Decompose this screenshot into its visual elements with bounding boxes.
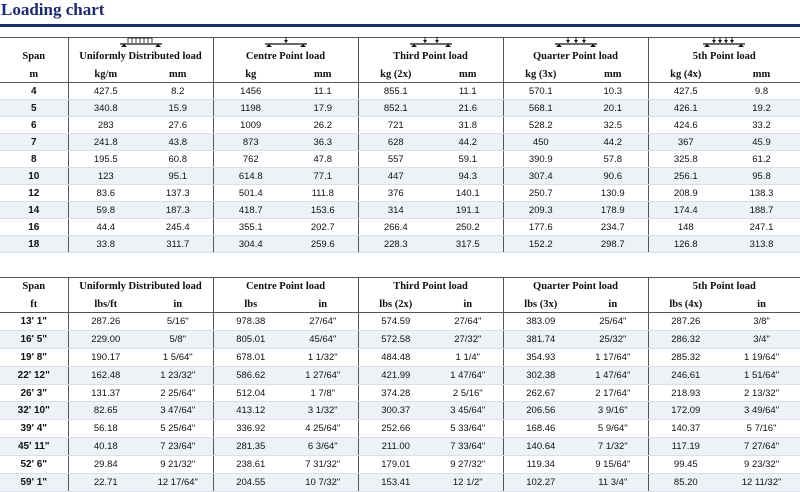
table-cell: 256.1 [648, 168, 723, 185]
table-cell: 177.6 [503, 219, 578, 236]
unit-header: lbs [213, 296, 288, 313]
table-cell: 418.7 [213, 202, 288, 219]
unit-header: lbs (3x) [503, 296, 578, 313]
page-title: Loading chart [1, 0, 105, 19]
table-cell: 855.1 [358, 83, 433, 100]
quarter-point-load-diagram-icon [553, 37, 599, 47]
table-cell: 20.1 [578, 100, 648, 117]
table-cell: 10.3 [578, 83, 648, 100]
table-cell: 1 19/64" [723, 348, 800, 366]
table-cell: 568.1 [503, 100, 578, 117]
span-value: 4 [0, 83, 68, 100]
table-cell: 9 15/64" [578, 456, 648, 474]
table-cell: 82.65 [68, 402, 143, 420]
table-cell: 25/32" [578, 330, 648, 348]
table-cell: 209.3 [503, 202, 578, 219]
table-cell: 172.09 [648, 402, 723, 420]
table-cell: 7 27/64" [723, 438, 800, 456]
table-cell: 29.84 [68, 456, 143, 474]
unit-header: lbs (4x) [648, 296, 723, 313]
table-cell: 512.04 [213, 384, 288, 402]
span-unit: m [0, 66, 68, 83]
table-row [0, 330, 800, 348]
table-cell: 45.9 [723, 134, 800, 151]
table-cell: 354.93 [503, 348, 578, 366]
group-header-centre-point: Centre Point load [213, 277, 358, 296]
table-cell: 381.74 [503, 330, 578, 348]
span-value: 59' 1" [0, 474, 68, 492]
table-cell: 762 [213, 151, 288, 168]
unit-header: mm [433, 66, 503, 83]
table-row [0, 185, 800, 202]
table-cell: 27.6 [143, 117, 213, 134]
table-cell: 3 9/16" [578, 402, 648, 420]
table-cell: 25/64" [578, 313, 648, 331]
table-cell: 340.8 [68, 100, 143, 117]
table-cell: 374.28 [358, 384, 433, 402]
table-cell: 678.01 [213, 348, 288, 366]
table-cell: 3/8" [723, 313, 800, 331]
table-cell: 1 23/32" [143, 366, 213, 384]
table-cell: 190.17 [68, 348, 143, 366]
group-header-udl: Uniformly Distributed load [68, 47, 213, 66]
table-cell: 211.00 [358, 438, 433, 456]
unit-header: kg (3x) [503, 66, 578, 83]
group-header-quarter-point: Quarter Point load [503, 277, 648, 296]
table-cell: 304.4 [213, 236, 288, 253]
table-cell: 229.00 [68, 330, 143, 348]
unit-header: kg (2x) [358, 66, 433, 83]
table-cell: 259.6 [288, 236, 358, 253]
table-cell: 1 17/64" [578, 348, 648, 366]
table-cell: 22.71 [68, 474, 143, 492]
table-cell: 450 [503, 134, 578, 151]
table-row [0, 100, 800, 117]
table-cell: 245.4 [143, 219, 213, 236]
table-cell: 287.26 [648, 313, 723, 331]
table-cell: 246.61 [648, 366, 723, 384]
table-cell: 1 5/64" [143, 348, 213, 366]
table-cell: 130.9 [578, 185, 648, 202]
table-cell: 266.4 [358, 219, 433, 236]
table-cell: 1009 [213, 117, 288, 134]
unit-header: in [288, 296, 358, 313]
table-cell: 250.7 [503, 185, 578, 202]
table-cell: 178.9 [578, 202, 648, 219]
table-cell: 31.8 [433, 117, 503, 134]
span-value: 6 [0, 117, 68, 134]
table-row [0, 313, 800, 331]
table-cell: 252.66 [358, 420, 433, 438]
table-row [0, 438, 800, 456]
table-cell: 77.1 [288, 168, 358, 185]
table-cell: 283 [68, 117, 143, 134]
span-value: 18 [0, 236, 68, 253]
table-cell: 873 [213, 134, 288, 151]
table-cell: 140.37 [648, 420, 723, 438]
table-cell: 5 9/64" [578, 420, 648, 438]
table-cell: 8.2 [143, 83, 213, 100]
table-row [0, 366, 800, 384]
diagram-spacer [0, 37, 68, 47]
centre-point-load-diagram-icon [263, 37, 309, 47]
table-cell: 33.2 [723, 117, 800, 134]
group-header-fifth-point: 5th Point load [648, 277, 800, 296]
table-cell: 12 1/2" [433, 474, 503, 492]
table-cell: 131.37 [68, 384, 143, 402]
table-row [0, 456, 800, 474]
table-cell: 3 47/64" [143, 402, 213, 420]
table-cell: 1 7/8" [288, 384, 358, 402]
table-cell: 174.4 [648, 202, 723, 219]
table-cell: 285.32 [648, 348, 723, 366]
table-cell: 153.41 [358, 474, 433, 492]
span-value: 10 [0, 168, 68, 185]
table-cell: 57.8 [578, 151, 648, 168]
table-row [0, 402, 800, 420]
table-cell: 447 [358, 168, 433, 185]
table-cell: 528.2 [503, 117, 578, 134]
third-point-diagram-cell [358, 37, 503, 47]
span-value: 8 [0, 151, 68, 168]
table-cell: 3 49/64" [723, 402, 800, 420]
centre-point-diagram-cell [213, 37, 358, 47]
span-value: 45' 11" [0, 438, 68, 456]
table-cell: 99.45 [648, 456, 723, 474]
table-cell: 427.5 [68, 83, 143, 100]
table-row [0, 83, 800, 100]
table-cell: 27/32" [433, 330, 503, 348]
table-cell: 126.8 [648, 236, 723, 253]
span-value: 19' 8" [0, 348, 68, 366]
table-cell: 287.26 [68, 313, 143, 331]
span-value: 12 [0, 185, 68, 202]
table-cell: 10 7/32" [288, 474, 358, 492]
table-cell: 302.38 [503, 366, 578, 384]
table-cell: 9 23/32" [723, 456, 800, 474]
table-row [0, 384, 800, 402]
table-cell: 311.7 [143, 236, 213, 253]
table-row [0, 202, 800, 219]
table-cell: 33.8 [68, 236, 143, 253]
table-cell: 153.6 [288, 202, 358, 219]
table-cell: 325.8 [648, 151, 723, 168]
table-cell: 208.9 [648, 185, 723, 202]
span-value: 5 [0, 100, 68, 117]
fifth-point-load-diagram-icon [701, 37, 747, 47]
table-cell: 204.55 [213, 474, 288, 492]
table-cell: 12 11/32" [723, 474, 800, 492]
table-cell: 36.3 [288, 134, 358, 151]
table-cell: 12 17/64" [143, 474, 213, 492]
table-cell: 721 [358, 117, 433, 134]
table-cell: 56.18 [68, 420, 143, 438]
table-row [0, 420, 800, 438]
table-cell: 484.48 [358, 348, 433, 366]
table-cell: 426.1 [648, 100, 723, 117]
table-cell: 586.62 [213, 366, 288, 384]
table-cell: 7 33/64" [433, 438, 503, 456]
span-value: 14 [0, 202, 68, 219]
table-cell: 501.4 [213, 185, 288, 202]
table-cell: 390.9 [503, 151, 578, 168]
table-cell: 206.56 [503, 402, 578, 420]
metric-loading-table [0, 37, 800, 253]
table-cell: 3/4" [723, 330, 800, 348]
table-cell: 95.1 [143, 168, 213, 185]
table-cell: 1456 [213, 83, 288, 100]
table-cell: 7 31/32" [288, 456, 358, 474]
table-cell: 427.5 [648, 83, 723, 100]
table-cell: 281.35 [213, 438, 288, 456]
span-value: 16' 5" [0, 330, 68, 348]
table-cell: 27/64" [288, 313, 358, 331]
unit-header: lbs (2x) [358, 296, 433, 313]
table-cell: 5 33/64" [433, 420, 503, 438]
table-cell: 162.48 [68, 366, 143, 384]
span-value: 22' 12" [0, 366, 68, 384]
table-cell: 238.61 [213, 456, 288, 474]
table-cell: 59.1 [433, 151, 503, 168]
table-cell: 90.6 [578, 168, 648, 185]
table-row [0, 117, 800, 134]
table-cell: 298.7 [578, 236, 648, 253]
table-cell: 202.7 [288, 219, 358, 236]
span-value: 13' 1" [0, 313, 68, 331]
table-cell: 247.1 [723, 219, 800, 236]
table-cell: 574.59 [358, 313, 433, 331]
span-header: Span [22, 51, 46, 62]
table-cell: 179.01 [358, 456, 433, 474]
span-value: 26' 3" [0, 384, 68, 402]
table-cell: 11.1 [288, 83, 358, 100]
table-cell: 43.8 [143, 134, 213, 151]
table-cell: 314 [358, 202, 433, 219]
title-rule [0, 24, 800, 27]
table-cell: 1 47/64" [578, 366, 648, 384]
span-value: 16 [0, 219, 68, 236]
imperial-loading-table [0, 277, 800, 492]
table-cell: 111.8 [288, 185, 358, 202]
table-cell: 138.3 [723, 185, 800, 202]
group-header-centre-point: Centre Point load [213, 47, 358, 66]
unit-header: mm [578, 66, 648, 83]
table-cell: 421.99 [358, 366, 433, 384]
table-cell: 218.93 [648, 384, 723, 402]
table-cell: 19.2 [723, 100, 800, 117]
group-header-udl: Uniformly Distributed load [68, 277, 213, 296]
table-cell: 85.20 [648, 474, 723, 492]
table-cell: 9.8 [723, 83, 800, 100]
table-cell: 44.2 [578, 134, 648, 151]
unit-header: kg/m [68, 66, 143, 83]
table-cell: 95.8 [723, 168, 800, 185]
table-row [0, 474, 800, 492]
table-cell: 187.3 [143, 202, 213, 219]
table-cell: 15.9 [143, 100, 213, 117]
table-cell: 355.1 [213, 219, 288, 236]
table-cell: 1 1/32" [288, 348, 358, 366]
table-cell: 3 1/32" [288, 402, 358, 420]
table-cell: 9 27/32" [433, 456, 503, 474]
table-cell: 152.2 [503, 236, 578, 253]
table-cell: 241.8 [68, 134, 143, 151]
table-cell: 628 [358, 134, 433, 151]
table-cell: 228.3 [358, 236, 433, 253]
table-cell: 852.1 [358, 100, 433, 117]
unit-header: in [723, 296, 800, 313]
group-header-quarter-point: Quarter Point load [503, 47, 648, 66]
table-cell: 191.1 [433, 202, 503, 219]
table-cell: 59.8 [68, 202, 143, 219]
table-cell: 44.4 [68, 219, 143, 236]
quarter-point-diagram-cell [503, 37, 648, 47]
fifth-point-diagram-cell [648, 37, 800, 47]
table-row [0, 348, 800, 366]
table-cell: 1 27/64" [288, 366, 358, 384]
table-cell: 140.1 [433, 185, 503, 202]
table-row [0, 151, 800, 168]
table-cell: 2 13/32" [723, 384, 800, 402]
table-cell: 60.8 [143, 151, 213, 168]
table-cell: 2 25/64" [143, 384, 213, 402]
table-cell: 137.3 [143, 185, 213, 202]
table-cell: 32.5 [578, 117, 648, 134]
table-cell: 83.6 [68, 185, 143, 202]
span-value: 39' 4" [0, 420, 68, 438]
table-row [0, 134, 800, 151]
unit-header: kg [213, 66, 288, 83]
table-cell: 978.38 [213, 313, 288, 331]
span-value: 7 [0, 134, 68, 151]
table-row [0, 168, 800, 185]
table-cell: 11 3/4" [578, 474, 648, 492]
table-cell: 286.32 [648, 330, 723, 348]
table-cell: 119.34 [503, 456, 578, 474]
table-cell: 614.8 [213, 168, 288, 185]
group-header-fifth-point: 5th Point load [648, 47, 800, 66]
table-cell: 102.27 [503, 474, 578, 492]
table-cell: 383.09 [503, 313, 578, 331]
table-cell: 317.5 [433, 236, 503, 253]
table-cell: 307.4 [503, 168, 578, 185]
table-cell: 2 17/64" [578, 384, 648, 402]
span-header: Span [22, 281, 46, 292]
table-cell: 1198 [213, 100, 288, 117]
group-header-third-point: Third Point load [358, 277, 503, 296]
table-cell: 195.5 [68, 151, 143, 168]
table-cell: 27/64" [433, 313, 503, 331]
span-value: 32' 10" [0, 402, 68, 420]
table-cell: 123 [68, 168, 143, 185]
unit-header: in [578, 296, 648, 313]
table-cell: 250.2 [433, 219, 503, 236]
table-cell: 5/16" [143, 313, 213, 331]
table-cell: 3 45/64" [433, 402, 503, 420]
table-cell: 26.2 [288, 117, 358, 134]
table-cell: 21.6 [433, 100, 503, 117]
table-cell: 94.3 [433, 168, 503, 185]
table-cell: 5 7/16" [723, 420, 800, 438]
table-cell: 47.8 [288, 151, 358, 168]
uniformly-distributed-load-diagram-icon [118, 37, 164, 47]
table-cell: 367 [648, 134, 723, 151]
table-cell: 300.37 [358, 402, 433, 420]
table-cell: 5 25/64" [143, 420, 213, 438]
table-cell: 805.01 [213, 330, 288, 348]
table-cell: 148 [648, 219, 723, 236]
table-cell: 44.2 [433, 134, 503, 151]
span-unit: ft [0, 296, 68, 313]
table-cell: 1 1/4" [433, 348, 503, 366]
unit-header: in [433, 296, 503, 313]
table-cell: 61.2 [723, 151, 800, 168]
table-cell: 557 [358, 151, 433, 168]
table-cell: 572.58 [358, 330, 433, 348]
table-cell: 313.8 [723, 236, 800, 253]
table-cell: 45/64" [288, 330, 358, 348]
table-cell: 424.6 [648, 117, 723, 134]
table-cell: 9 21/32" [143, 456, 213, 474]
unit-header: mm [143, 66, 213, 83]
unit-header: lbs/ft [68, 296, 143, 313]
third-point-load-diagram-icon [408, 37, 454, 47]
table-row [0, 219, 800, 236]
table-cell: 1 51/64" [723, 366, 800, 384]
table-cell: 6 3/64" [288, 438, 358, 456]
span-value: 52' 6" [0, 456, 68, 474]
table-cell: 11.1 [433, 83, 503, 100]
udl-diagram-cell [68, 37, 213, 47]
table-cell: 570.1 [503, 83, 578, 100]
table-cell: 413.12 [213, 402, 288, 420]
table-cell: 2 5/16" [433, 384, 503, 402]
table-cell: 336.92 [213, 420, 288, 438]
table-cell: 188.7 [723, 202, 800, 219]
table-cell: 7 23/64" [143, 438, 213, 456]
table-cell: 117.19 [648, 438, 723, 456]
table-cell: 7 1/32" [578, 438, 648, 456]
table-row [0, 236, 800, 253]
table-cell: 168.46 [503, 420, 578, 438]
unit-header: in [143, 296, 213, 313]
table-cell: 262.67 [503, 384, 578, 402]
table-cell: 5/8" [143, 330, 213, 348]
table-cell: 376 [358, 185, 433, 202]
table-cell: 4 25/64" [288, 420, 358, 438]
group-header-third-point: Third Point load [358, 47, 503, 66]
table-cell: 234.7 [578, 219, 648, 236]
table-cell: 1 47/64" [433, 366, 503, 384]
unit-header: mm [288, 66, 358, 83]
table-cell: 140.64 [503, 438, 578, 456]
unit-header: kg (4x) [648, 66, 723, 83]
table-cell: 40.18 [68, 438, 143, 456]
unit-header: mm [723, 66, 800, 83]
table-cell: 17.9 [288, 100, 358, 117]
